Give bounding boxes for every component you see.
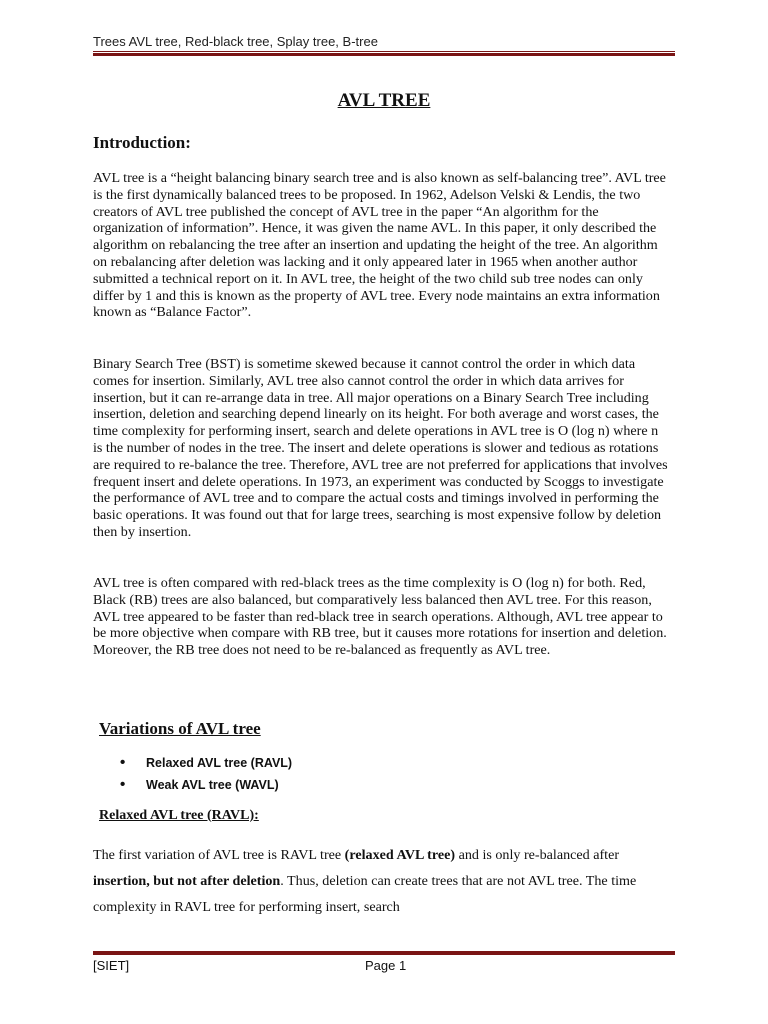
ravl-text-3: . Thus, deletion can create trees that are not AVL tree. The time complexity in RAVL tree for performing insert, search bbox=[93, 873, 637, 915]
introduction-heading: Introduction: bbox=[93, 133, 191, 152]
intro-paragraph-2: Binary Search Tree (BST) is sometime skewed because it cannot control the order in which data comes for insertion. Similarly, AVL tree also cannot control the order in which data arrives for insertion, but it can re-arrange data in tree. All major operations on a Binary Search Tree including insertion, deletion and searching depend linearly on its height. For both average and worst cases, the time complexity for performing insert, search and delete operations in AVL tree is O (log n) where n is the number of nodes in the tree. The insert and delete operations is slower and tedious as rotations are required to re-balance the tree. Therefore, AVL tree are not preferred for applications that involves frequent insert and delete operations. In 1973, an experiment was conducted by Scoggs to investigate the performance of AVL tree and to compare the actual costs and timings involved in performing the basic operations. It was found out that for large trees, searching is most expensive follow by deletion then by insertion. bbox=[93, 356, 668, 540]
variations-list bbox=[120, 754, 292, 798]
ravl-heading: Relaxed AVL tree (RAVL): bbox=[99, 808, 259, 823]
footer-institution: [SIET] bbox=[93, 958, 130, 973]
ravl-bold-2: insertion, but not after deletion bbox=[93, 873, 281, 889]
intro-paragraph-3: AVL tree is often compared with red-black trees as the time complexity is O (log n) for both. Red, Black (RB) trees are also balanced, but comparatively less balanced then AVL tree. For this reason, AVL tree appeared to be faster than red-black tree in search operations. Although, AVL tree appear to be more objective when compare with RB tree, but it causes more rotations for insertion and deletion. Moreover, the RB tree does not need to be re-balanced as frequently as AVL tree. bbox=[93, 575, 667, 659]
ravl-paragraph bbox=[93, 842, 673, 920]
ravl-text-2: and is only re-balanced after bbox=[455, 847, 620, 863]
ravl-bold-1: (relaxed AVL tree) bbox=[344, 847, 456, 863]
footer-rule bbox=[93, 950, 675, 955]
list-item: • Weak AVL tree (WAVL) bbox=[120, 776, 292, 798]
variations-heading: Variations of AVL tree bbox=[99, 719, 261, 738]
ravl-text-1: The first variation of AVL tree is RAVL tree bbox=[93, 847, 345, 863]
running-header: Trees AVL tree, Red-black tree, Splay tree, B-tree bbox=[93, 34, 378, 49]
intro-paragraph-1: AVL tree is a “height balancing binary search tree and is also known as self-balancing tree”. AVL tree is the first dynamically balanced trees to be proposed. In 1962, Adelson Velski & Lendis, the two creators of AVL tree published the concept of AVL tree in the paper “An algorithm for the organization of information”. Hence, it was given the name AVL. In this paper, it only described the algorithm on rebalancing the tree after an insertion and updating the height of the tree. An algorithm on rebalancing after deletion was lacking and it only appeared later in 1965 when another author submitted a technical report on it. In AVL tree, the height of the two child sub tree nodes can only differ by 1 and this is known as the property of AVL tree. Every node maintains an extra information known as “Balance Factor”. bbox=[93, 170, 666, 321]
header-rule bbox=[93, 51, 675, 56]
page-title: AVL TREE bbox=[337, 90, 431, 111]
list-item: • Relaxed AVL tree (RAVL) bbox=[120, 754, 292, 776]
page-number: Page 1 bbox=[365, 958, 407, 973]
